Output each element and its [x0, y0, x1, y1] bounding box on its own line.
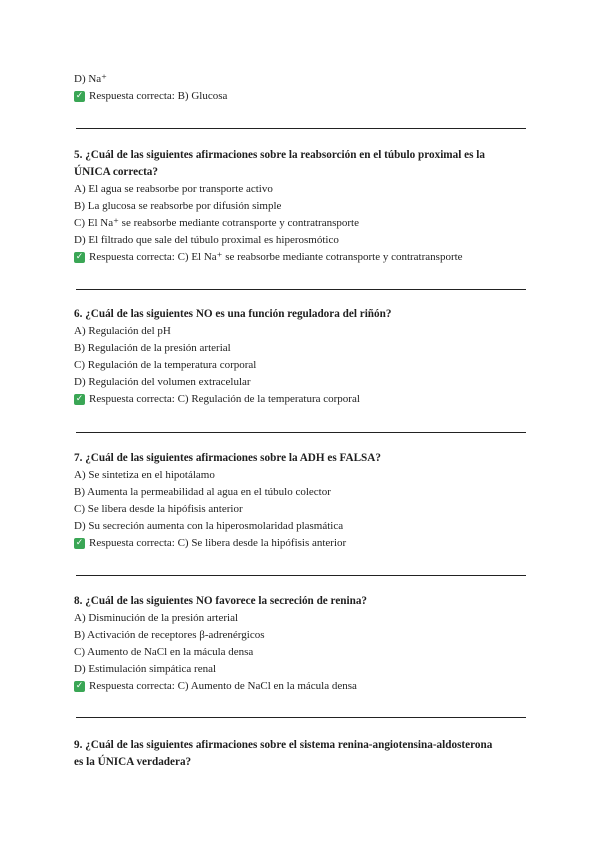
correct-answer: [74, 88, 526, 105]
correct-answer-text: Respuesta correcta: B) Glucosa: [89, 90, 228, 102]
correct-answer: [74, 678, 526, 695]
question-title: 5. ¿Cuál de las siguientes afirmaciones sobre la reabsorción en el túbulo proximal es la: [74, 149, 485, 161]
question-8: [74, 593, 526, 695]
correct-answer-text: Respuesta correcta: C) El Na⁺ se reabsorbe mediante cotransporte y contratransporte: [89, 251, 463, 263]
separator: [76, 432, 526, 433]
correct-answer-text: Respuesta correcta: C) Se libera desde la hipófisis anterior: [89, 537, 347, 549]
option-d: D) Regulación del volumen extracelular: [74, 376, 251, 388]
question-7: [74, 450, 526, 552]
question-9: [74, 737, 526, 771]
question-title: 8. ¿Cuál de las siguientes NO favorece la secreción de renina?: [74, 595, 368, 607]
option-d: D) Su secreción aumenta con la hiperosmolaridad plasmática: [74, 520, 344, 532]
check-mark-icon: ✓: [75, 681, 84, 691]
previous-question-tail: [74, 71, 526, 105]
option-c: C) Se libera desde la hipófisis anterior: [74, 503, 243, 515]
question-title: 6. ¿Cuál de las siguientes NO es una función reguladora del riñón?: [74, 308, 392, 320]
option-c: C) Aumento de NaCl en la mácula densa: [74, 646, 254, 658]
question-title-cont: es la ÚNICA verdadera?: [74, 756, 192, 768]
option-d: D) Na⁺: [74, 73, 107, 85]
correct-answer-text: Respuesta correcta: C) Regulación de la temperatura corporal: [89, 393, 360, 405]
option-b: B) La glucosa se reabsorbe por difusión simple: [74, 200, 282, 212]
check-mark-icon: ✓: [75, 394, 84, 404]
check-mark-icon: ✓: [75, 252, 84, 262]
correct-answer-text: Respuesta correcta: C) Aumento de NaCl en la mácula densa: [89, 680, 357, 692]
separator: [76, 289, 526, 290]
separator: [76, 575, 526, 576]
option-a: A) Se sintetiza en el hipotálamo: [74, 469, 215, 481]
option-a: A) El agua se reabsorbe por transporte activo: [74, 183, 273, 195]
option-d: D) Estimulación simpática renal: [74, 663, 217, 675]
question-title: 7. ¿Cuál de las siguientes afirmaciones sobre la ADH es FALSA?: [74, 452, 381, 464]
option-c: C) Regulación de la temperatura corporal: [74, 359, 257, 371]
option-a: A) Disminución de la presión arterial: [74, 612, 239, 624]
option-a: A) Regulación del pH: [74, 325, 171, 337]
option-b: B) Aumenta la permeabilidad al agua en el túbulo colector: [74, 486, 331, 498]
check-mark-icon: ✓: [75, 91, 84, 101]
question-5: [74, 147, 526, 266]
correct-answer: [74, 535, 526, 552]
option-b: B) Activación de receptores β-adrenérgicos: [74, 629, 265, 641]
separator: [76, 717, 526, 718]
check-mark-icon: ✓: [75, 538, 84, 548]
question-6: [74, 306, 526, 408]
option-c: C) El Na⁺ se reabsorbe mediante cotransporte y contratransporte: [74, 217, 359, 229]
option-b: B) Regulación de la presión arterial: [74, 342, 231, 354]
correct-answer: [74, 391, 526, 408]
correct-answer: [74, 249, 526, 266]
question-title-cont: ÚNICA correcta?: [74, 166, 158, 178]
question-title: 9. ¿Cuál de las siguientes afirmaciones sobre el sistema renina-angiotensina-aldosterona: [74, 739, 493, 751]
option-d: D) El filtrado que sale del túbulo proximal es hiperosmótico: [74, 234, 339, 246]
separator: [76, 128, 526, 129]
